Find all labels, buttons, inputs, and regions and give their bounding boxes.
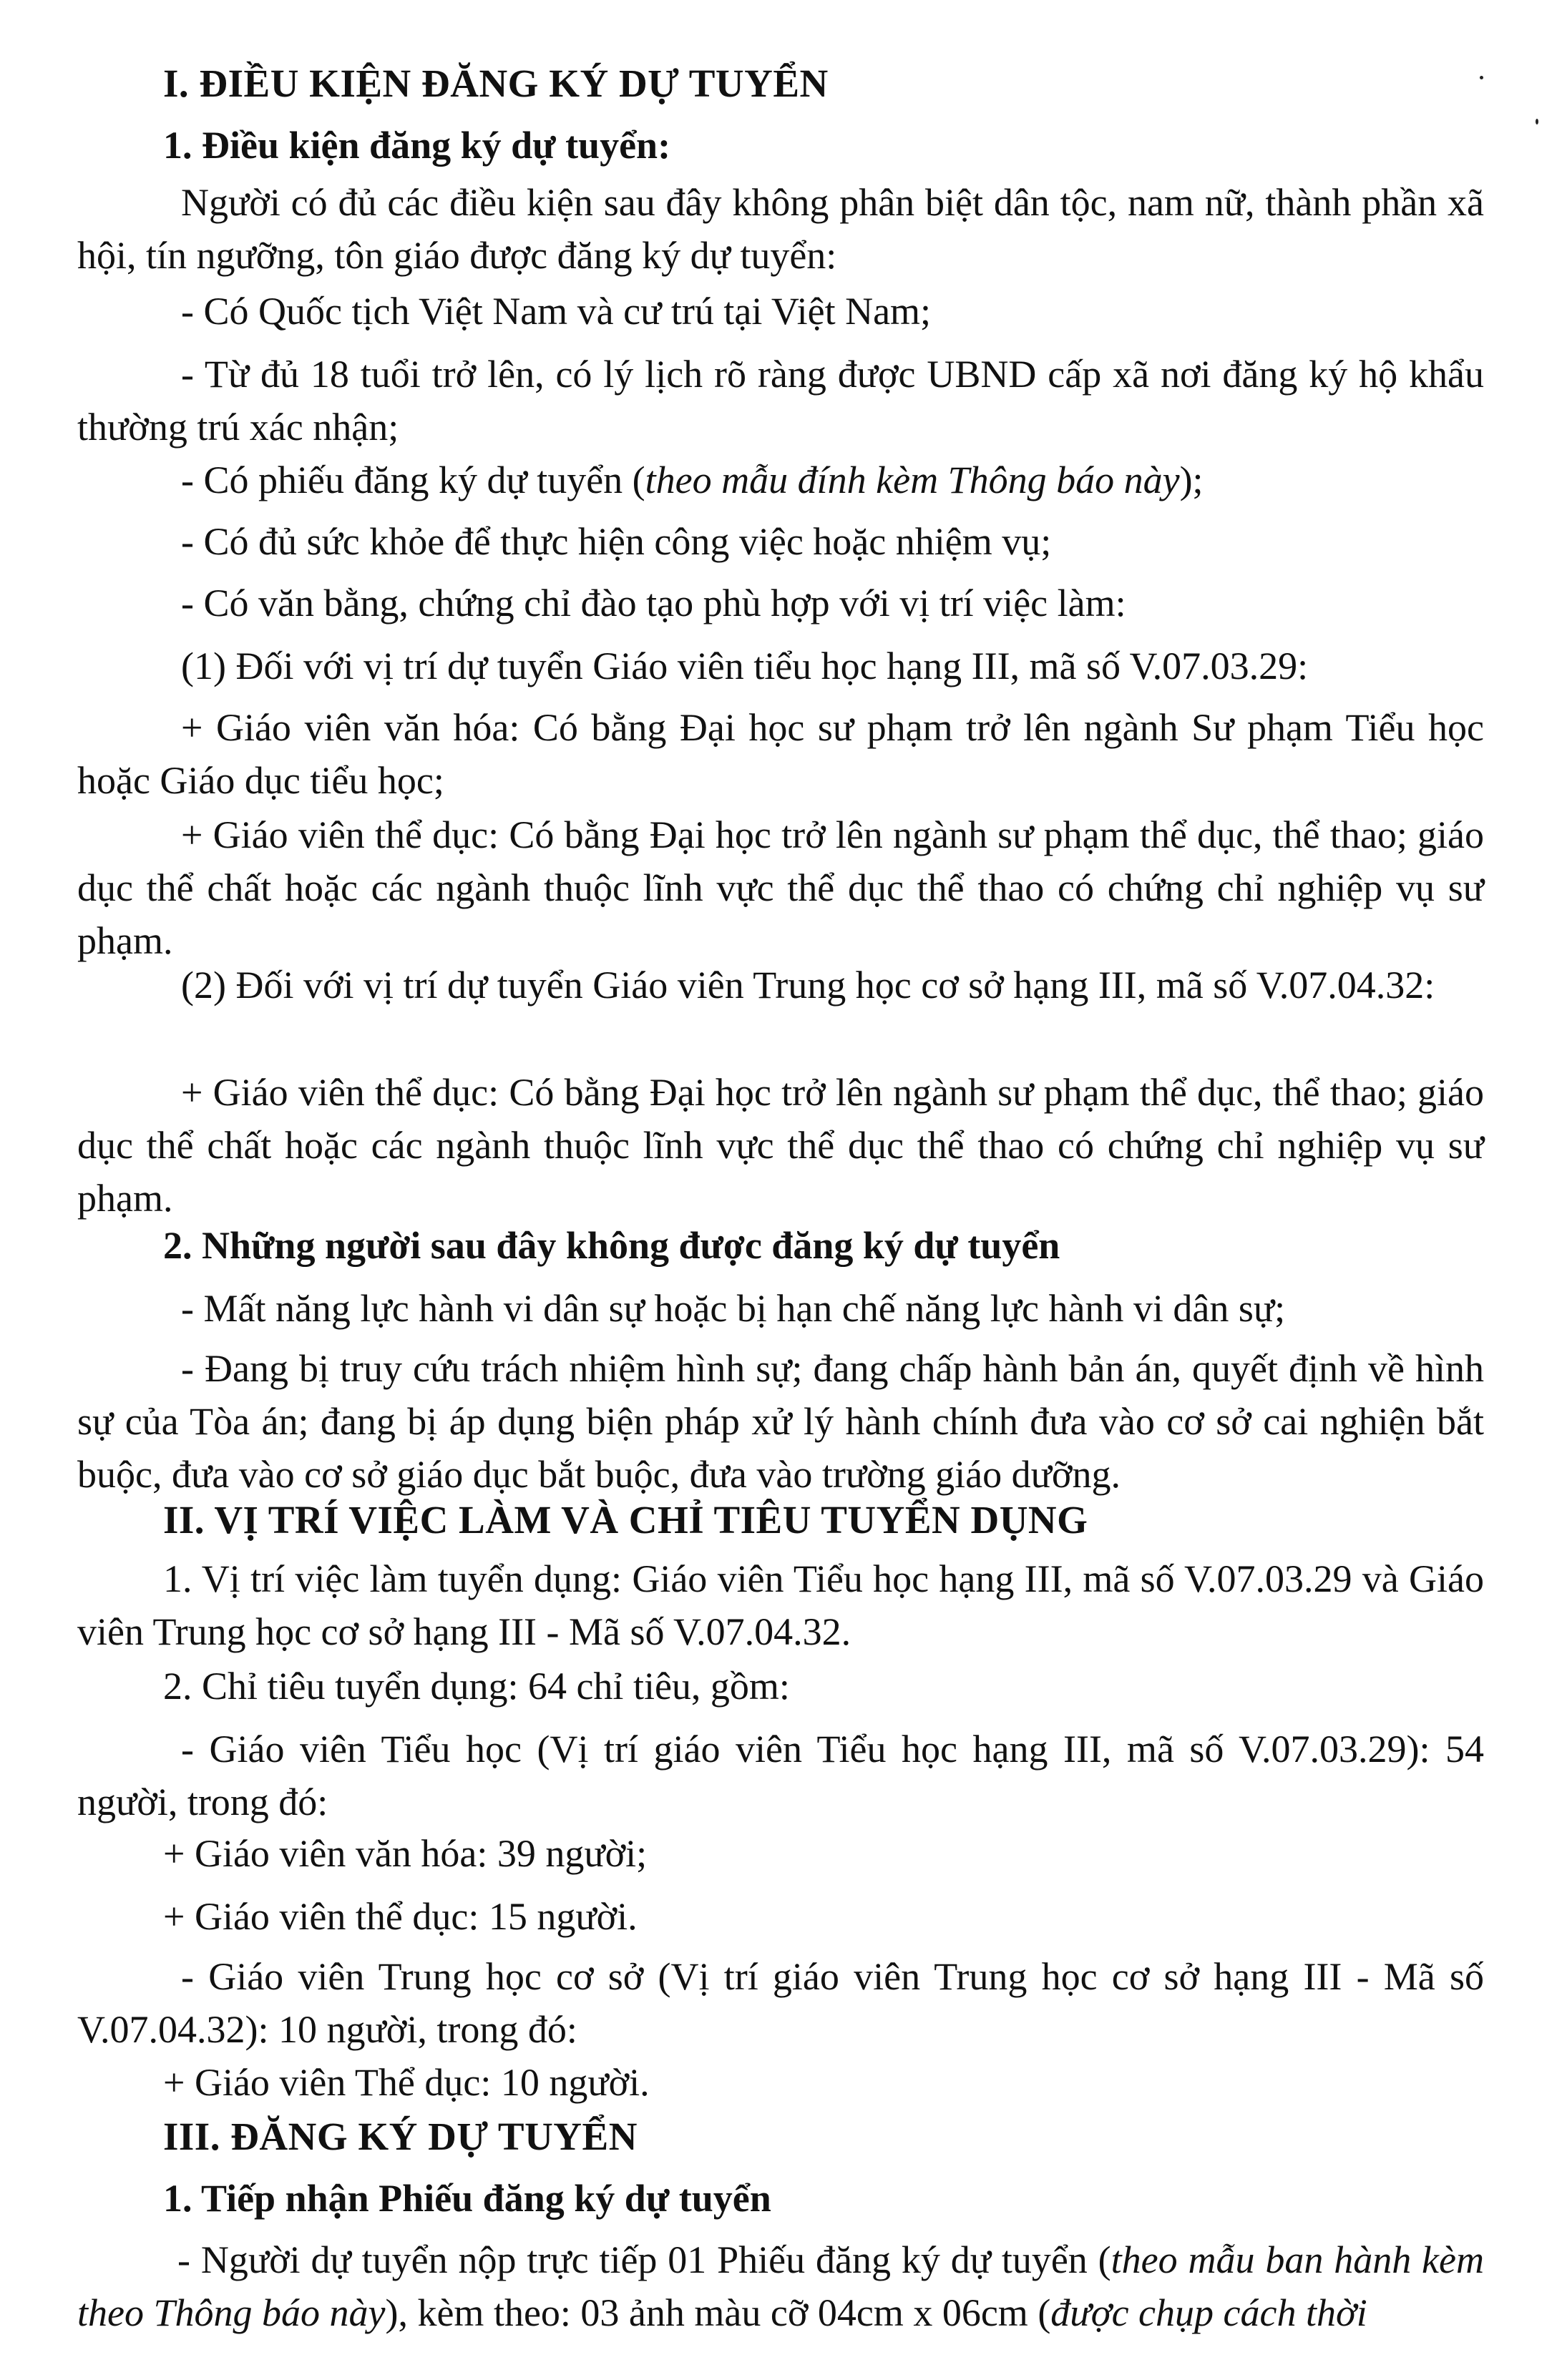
primary-pe-quota: + Giáo viên thể dục: 15 người. xyxy=(163,1895,638,1938)
condition-degree: - Có văn bằng, chứng chỉ đào tạo phù hợp với vị trí việc làm: xyxy=(181,582,1126,625)
secondary-pe-teacher: + Giáo viên thể dục: Có bằng Đại học trở lên ngành sư phạm thể dục, thể thao; giáo dục thể chất hoặc các ngành thuộc lĩnh vực thể dục thể thao có chứng chỉ nghiệp vụ sư phạm. xyxy=(77,1071,1484,1220)
secondary-quota: - Giáo viên Trung học cơ sở (Vị trí giáo viên Trung học cơ sở hạng III - Mã số V.07.04.32): 10 người, trong đó: xyxy=(77,1955,1484,2051)
submission-paragraph: - Người dự tuyển nộp trực tiếp 01 Phiếu đăng ký dự tuyển (theo mẫu ban hành kèm theo Thông báo này), kèm theo: 03 ảnh màu cỡ 04cm x 06cm (được chụp cách thời xyxy=(77,2238,1484,2334)
primary-culture-teacher: + Giáo viên văn hóa: Có bằng Đại học sư phạm trở lên ngành Sư phạm Tiểu học hoặc Giáo dục tiểu học; xyxy=(77,706,1484,802)
exclusion-2: - Đang bị truy cứu trách nhiệm hình sự; đang chấp hành bản án, quyết định về hình sự của Tòa án; đang bị áp dụng biện pháp xử lý hành chính đưa vào cơ sở cai nghiện bắt buộc, đưa vào cơ sở giáo dục bắt buộc, đưa vào trường giáo dưỡng. xyxy=(77,1347,1484,1496)
primary-quota: - Giáo viên Tiểu học (Vị trí giáo viên Tiểu học hạng III, mã số V.07.03.29): 54 người, trong đó: xyxy=(77,1728,1484,1823)
quota-paragraph: 2. Chỉ tiêu tuyển dụng: 64 chỉ tiêu, gồm: xyxy=(163,1665,790,1708)
condition-health: - Có đủ sức khỏe để thực hiện công việc hoặc nhiệm vụ; xyxy=(181,520,1052,563)
exclusion-1: - Mất năng lực hành vi dân sự hoặc bị hạn chế năng lực hành vi dân sự; xyxy=(181,1287,1286,1330)
positions-paragraph: 1. Vị trí việc làm tuyển dụng: Giáo viên Tiểu học hạng III, mã số V.07.03.29 và Giáo viên Trung học cơ sở hạng III - Mã số V.07.04.32. xyxy=(77,1557,1484,1653)
condition-age: - Từ đủ 18 tuổi trở lên, có lý lịch rõ ràng được UBND cấp xã nơi đăng ký hộ khẩu thường trú xác nhận; xyxy=(77,353,1484,449)
primary-pe-teacher: + Giáo viên thể dục: Có bằng Đại học trở lên ngành sư phạm thể dục, thể thao; giáo dục thể chất hoặc các ngành thuộc lĩnh vực thể dục thể thao có chứng chỉ nghiệp vụ sư phạm. xyxy=(77,813,1484,962)
secondary-pe-quota: + Giáo viên Thể dục: 10 người. xyxy=(163,2061,650,2104)
section-1-sub-2: 2. Những người sau đây không được đăng ký dự tuyển xyxy=(163,1224,1060,1267)
scan-speck xyxy=(1536,119,1538,124)
condition-nationality: - Có Quốc tịch Việt Nam và cư trú tại Việt Nam; xyxy=(181,290,932,333)
section-2-heading: II. VỊ TRÍ VIỆC LÀM VÀ CHỈ TIÊU TUYỂN DỤNG xyxy=(163,1498,1088,1542)
condition-form: - Có phiếu đăng ký dự tuyển (theo mẫu đính kèm Thông báo này); xyxy=(181,459,1204,501)
section-3-heading: III. ĐĂNG KÝ DỰ TUYỂN xyxy=(163,2115,638,2158)
section-3-sub-1: 1. Tiếp nhận Phiếu đăng ký dự tuyển xyxy=(163,2177,771,2220)
secondary-position: (2) Đối với vị trí dự tuyển Giáo viên Trung học cơ sở hạng III, mã số V.07.04.32: xyxy=(181,964,1435,1007)
section-1-heading: I. ĐIỀU KIỆN ĐĂNG KÝ DỰ TUYỂN xyxy=(163,62,829,105)
paragraph-intro: Người có đủ các điều kiện sau đây không phân biệt dân tộc, nam nữ, thành phần xã hội, tín ngưỡng, tôn giáo được đăng ký dự tuyển: xyxy=(77,181,1484,277)
primary-position: (1) Đối với vị trí dự tuyển Giáo viên tiểu học hạng III, mã số V.07.03.29: xyxy=(181,645,1309,687)
primary-culture-quota: + Giáo viên văn hóa: 39 người; xyxy=(163,1832,648,1875)
section-1-sub-1: 1. Điều kiện đăng ký dự tuyển: xyxy=(163,124,671,167)
